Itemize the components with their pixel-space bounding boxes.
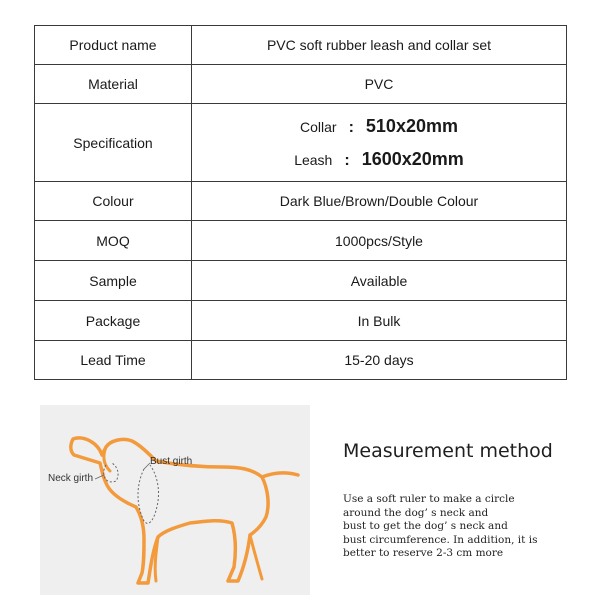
collar-label: Collar <box>300 118 337 135</box>
instruction-line: bust circumference. In addition, it is <box>343 533 538 546</box>
row-value: 1000pcs/Style <box>192 221 567 261</box>
spec-table <box>34 25 567 380</box>
neck-girth-label: Neck girth <box>48 473 94 484</box>
measurement-title: Measurement method <box>343 440 553 462</box>
dog-outline-illustration <box>40 405 310 595</box>
row-key: MOQ <box>35 221 192 261</box>
row-key: Lead Time <box>35 341 192 380</box>
row-key: Specification <box>35 104 192 182</box>
row-value: Available <box>192 261 567 301</box>
table-row <box>35 301 567 341</box>
instruction-line: Use a soft ruler to make a circle <box>343 493 515 505</box>
row-value: Dark Blue/Brown/Double Colour <box>192 182 567 221</box>
table-row <box>35 65 567 104</box>
row-value: PVC soft rubber leash and collar set <box>192 26 567 65</box>
row-value: 15-20 days <box>192 341 567 380</box>
row-key: Material <box>35 65 192 104</box>
measurement-instructions <box>343 493 558 561</box>
leash-label: Leash <box>294 151 333 168</box>
row-key: Sample <box>35 261 192 301</box>
instruction-line: around the dog’ s neck and <box>343 506 489 519</box>
specification-cell <box>192 104 567 182</box>
table-row <box>35 182 567 221</box>
leash-spec <box>192 149 566 170</box>
collar-size: 510x20mm <box>365 115 458 136</box>
table-row <box>35 221 567 261</box>
table-row <box>35 104 567 182</box>
leash-size: 1600x20mm <box>361 148 464 169</box>
collar-spec <box>192 116 566 137</box>
row-key: Package <box>35 301 192 341</box>
table-row <box>35 261 567 301</box>
instruction-line: better to reserve 2-3 cm more <box>343 547 504 559</box>
row-key: Product name <box>35 26 192 65</box>
row-value: In Bulk <box>192 301 567 341</box>
row-value: PVC <box>192 65 567 104</box>
dog-ear <box>104 447 110 471</box>
table-row <box>35 341 567 380</box>
table-row <box>35 26 567 65</box>
bust-girth-label: Bust girth <box>150 456 193 467</box>
colon-separator: : <box>348 118 354 136</box>
instruction-line: bust to get the dog’ s neck and <box>343 520 508 532</box>
dog-measurement-diagram <box>40 405 310 595</box>
colon-separator: : <box>344 151 350 169</box>
row-key: Colour <box>35 182 192 221</box>
